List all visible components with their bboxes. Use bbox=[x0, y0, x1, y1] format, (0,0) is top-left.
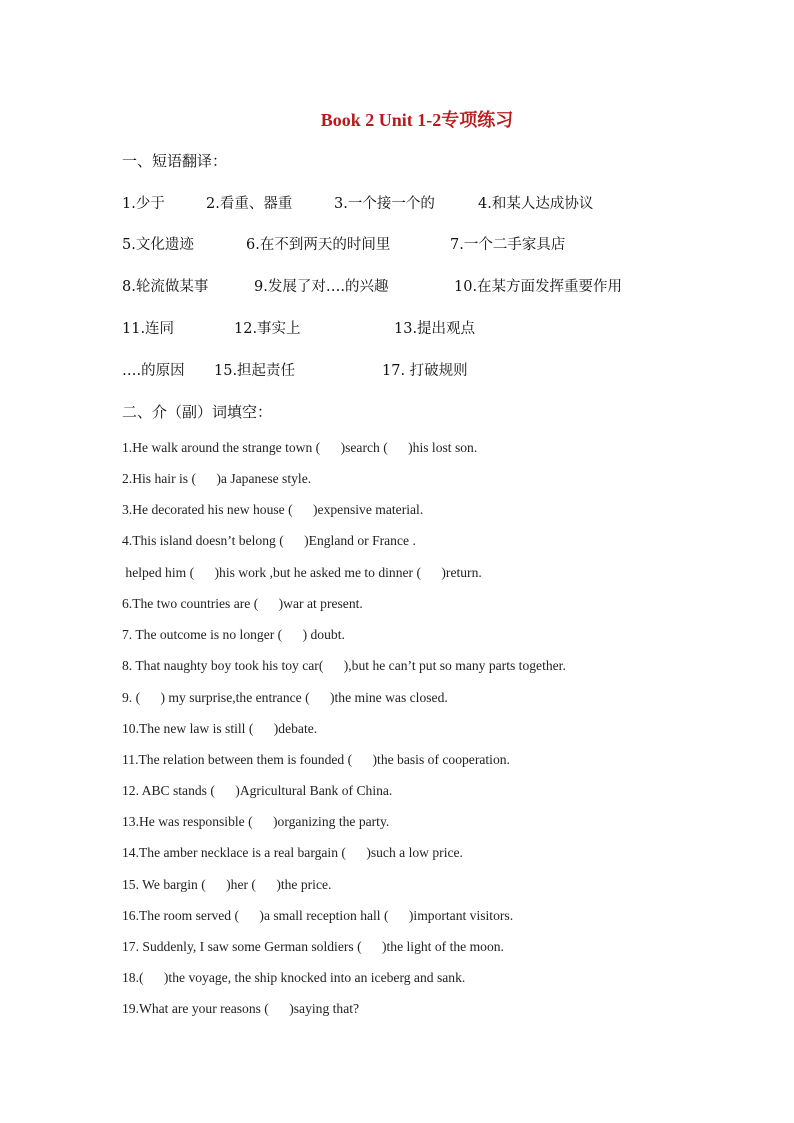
page-title: Book 2 Unit 1-2专项练习 bbox=[320, 110, 514, 130]
question-line: 4.This island doesn’t belong ( )England or France . bbox=[122, 533, 416, 548]
question-line: 10.The new law is still ( )debate. bbox=[122, 721, 318, 736]
phrase-item: 4.和某人达成协议 bbox=[478, 196, 594, 212]
question-line: 12. ABC stands ( )Agricultural Bank of China. bbox=[122, 783, 393, 798]
phrase-item: 17. 打破规则 bbox=[382, 363, 468, 379]
question-line: 7. The outcome is no longer ( ) doubt. bbox=[122, 627, 345, 642]
phrase-item: 5.文化遗迹 bbox=[122, 237, 194, 253]
phrase-item: 7.一个二手家具店 bbox=[450, 237, 566, 253]
section2-heading: 二、介（副）词填空： bbox=[122, 403, 273, 421]
phrase-item: 1.少于 bbox=[122, 196, 165, 212]
phrase-item: ….的原因 bbox=[122, 363, 185, 379]
question-line: 14.The amber necklace is a real bargain ( )such a low price. bbox=[122, 845, 463, 860]
section1-heading: 一、短语翻译： bbox=[122, 152, 228, 170]
phrase-item: 12.事实上 bbox=[234, 321, 301, 337]
phrase-item: 8.轮流做某事 bbox=[122, 279, 209, 295]
question-line: 13.He was responsible ( )organizing the party. bbox=[122, 814, 390, 829]
question-line: 11.The relation between them is founded ( )the basis of cooperation. bbox=[122, 752, 510, 767]
phrase-item: 3.一个接一个的 bbox=[334, 196, 435, 212]
question-line: 17. Suddenly, I saw some German soldiers ( )the light of the moon. bbox=[122, 939, 504, 954]
question-line: 1.He walk around the strange town ( )search ( )his lost son. bbox=[122, 440, 478, 455]
phrase-item: 13.提出观点 bbox=[394, 321, 476, 337]
phrase-item: 15.担起责任 bbox=[214, 363, 296, 379]
question-line: 2.His hair is ( )a Japanese style. bbox=[122, 471, 312, 486]
question-line: helped him ( )his work ,but he asked me to dinner ( )return. bbox=[122, 565, 482, 580]
phrase-item: 2.看重、器重 bbox=[206, 196, 293, 212]
question-line: 18.( )the voyage, the ship knocked into an iceberg and sank. bbox=[122, 970, 466, 985]
question-line: 15. We bargin ( )her ( )the price. bbox=[122, 877, 332, 892]
question-line: 8. That naughty boy took his toy car( ),but he can’t put so many parts together. bbox=[122, 658, 566, 673]
phrase-item: 9.发展了对….的兴趣 bbox=[254, 279, 389, 295]
question-line: 16.The room served ( )a small reception hall ( )important visitors. bbox=[122, 908, 514, 923]
phrase-item: 11.连同 bbox=[122, 321, 175, 337]
question-line: 6.The two countries are ( )war at present. bbox=[122, 596, 363, 611]
phrase-item: 10.在某方面发挥重要作用 bbox=[454, 279, 623, 295]
question-line: 9. ( ) my surprise,the entrance ( )the mine was closed. bbox=[122, 690, 448, 705]
question-line: 19.What are your reasons ( )saying that? bbox=[122, 1001, 360, 1016]
question-line: 3.He decorated his new house ( )expensive material. bbox=[122, 502, 424, 517]
phrase-item: 6.在不到两天的时间里 bbox=[246, 237, 391, 253]
